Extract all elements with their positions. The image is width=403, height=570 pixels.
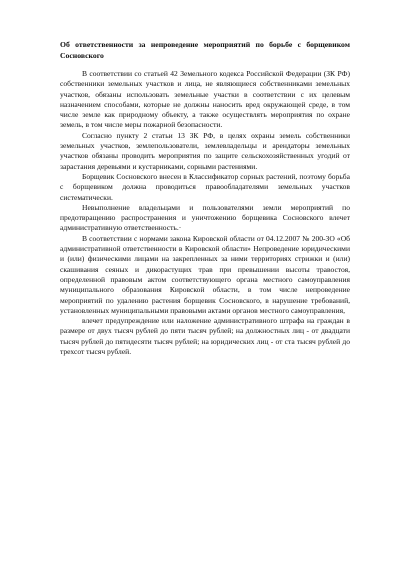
document-title: Об ответственности за непроведение мероприятий по борьбе с борщевиком Сосновского (60, 40, 350, 60)
paragraph-administrative-responsibility: Невыполнение владельцами и пользователями земли мероприятий по предотвращению распространения и уничтожению борщевика Сосновского влечет административную ответственность.· (60, 202, 350, 233)
paragraph-fines: влечет предупреждение или наложение административного штрафа на граждан в размере от двух тысяч рублей до пяти тысяч рублей; на должностных лиц - от двадцати тысяч рублей до пятидесяти тысяч рублей; на юридических лиц - от ста тысяч рублей до трехсот тысяч рублей. (60, 316, 350, 357)
paragraph-land-code-article-13: Согласно пункту 2 статьи 13 ЗК РФ, в целях охраны земель собственники земельных участков, землепользователи, землевладельцы и арендаторы земельных участков обязаны проводить мероприятия по защите сельскохозяйственных угодий от зарастания деревьями и кустарниками, сорными растениями. (60, 130, 350, 171)
paragraph-kirov-law: В соответствии с нормами закона Кировской области от 04.12.2007 № 200-ЗО «Об административной ответственности в Кировской области» Непроведение юридическими и (или) физическими лицами на закрепленных за ними территориях стрижки и (или) скашивания сеяных и дикорастущих трав при превышении высоты травостоя, определенной правовым актом соответствующего органа местного самоуправления муниципального образования Кировской области, в том числе непроведение мероприятий по удалению растения борщевик Сосновского, в нарушение требований, установленных муниципальными правовыми актами органов местного самоуправления, (60, 233, 350, 315)
paragraph-land-code-article-42: В соответствии со статьей 42 Земельного кодекса Российской Федерации (ЗК РФ) собственники земельных участков и лица, не являющиеся собственниками земельных участков, обязаны использовать земельные участки в соответствии с их целевым назначением способами, которые не должны наносить вред окружающей среде, в том числе земле как природному объекту, а также осуществлять мероприятия по охране земель, в том числе меры пожарной безопасности. (60, 69, 350, 130)
document-body (60, 40, 350, 357)
paragraph-weed-classifier: Борщевик Сосновского внесен в Классификатор сорных растений, поэтому борьба с борщевиком должна проводиться правообладателями земельных участков систематически. (60, 171, 350, 202)
